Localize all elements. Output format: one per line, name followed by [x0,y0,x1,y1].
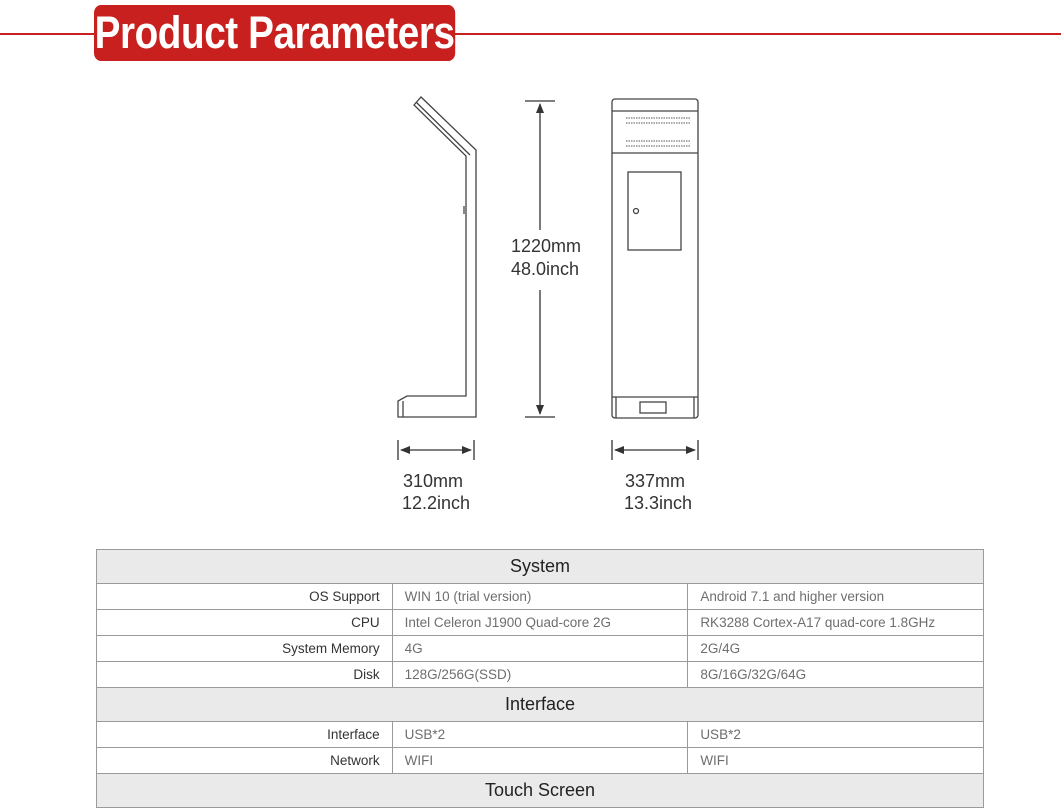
value-android: 2G/4G [688,636,984,662]
value-android: USB*2 [688,722,984,748]
value-android: Android 7.1 and higher version [688,584,984,610]
side-view-outline [398,97,476,417]
width-dimension-arrow [612,440,698,460]
value-windows: Intel Celeron J1900 Quad-core 2G [392,610,688,636]
value-windows: WIN 10 (trial version) [392,584,688,610]
table-row [97,722,984,748]
height-mm-label: 1220mm [511,236,582,256]
table-row [97,636,984,662]
spec-table [96,549,984,808]
param-label: Disk [97,662,393,688]
param-label: CPU [97,610,393,636]
front-view-outline [612,99,698,418]
table-row [97,748,984,774]
table-row [97,662,984,688]
section-header-touch-screen [97,774,984,808]
param-label: Network [97,748,393,774]
value-android: WIFI [688,748,984,774]
value-android: RK3288 Cortex-A17 quad-core 1.8GHz [688,610,984,636]
section-title: System [97,550,984,584]
section-title: Touch Screen [97,774,984,808]
value-windows: 4G [392,636,688,662]
value-windows: USB*2 [392,722,688,748]
depth-inch-label: 12.2inch [402,493,471,513]
param-label: OS Support [97,584,393,610]
depth-dimension-arrow [398,440,474,460]
value-android: 8G/16G/32G/64G [688,662,984,688]
value-windows: 128G/256G(SSD) [392,662,688,688]
depth-mm-label: 310mm [403,471,464,491]
section-header-interface [97,688,984,722]
section-header-system [97,550,984,584]
value-windows: WIFI [392,748,688,774]
table-row [97,584,984,610]
page-title: Product Parameters [94,5,455,61]
param-label: Interface [97,722,393,748]
width-mm-label: 337mm [625,471,686,491]
section-title: Interface [97,688,984,722]
width-inch-label: 13.3inch [624,493,693,513]
height-inch-label: 48.0inch [511,259,580,279]
table-row [97,610,984,636]
param-label: System Memory [97,636,393,662]
front-view-vents [626,118,690,146]
